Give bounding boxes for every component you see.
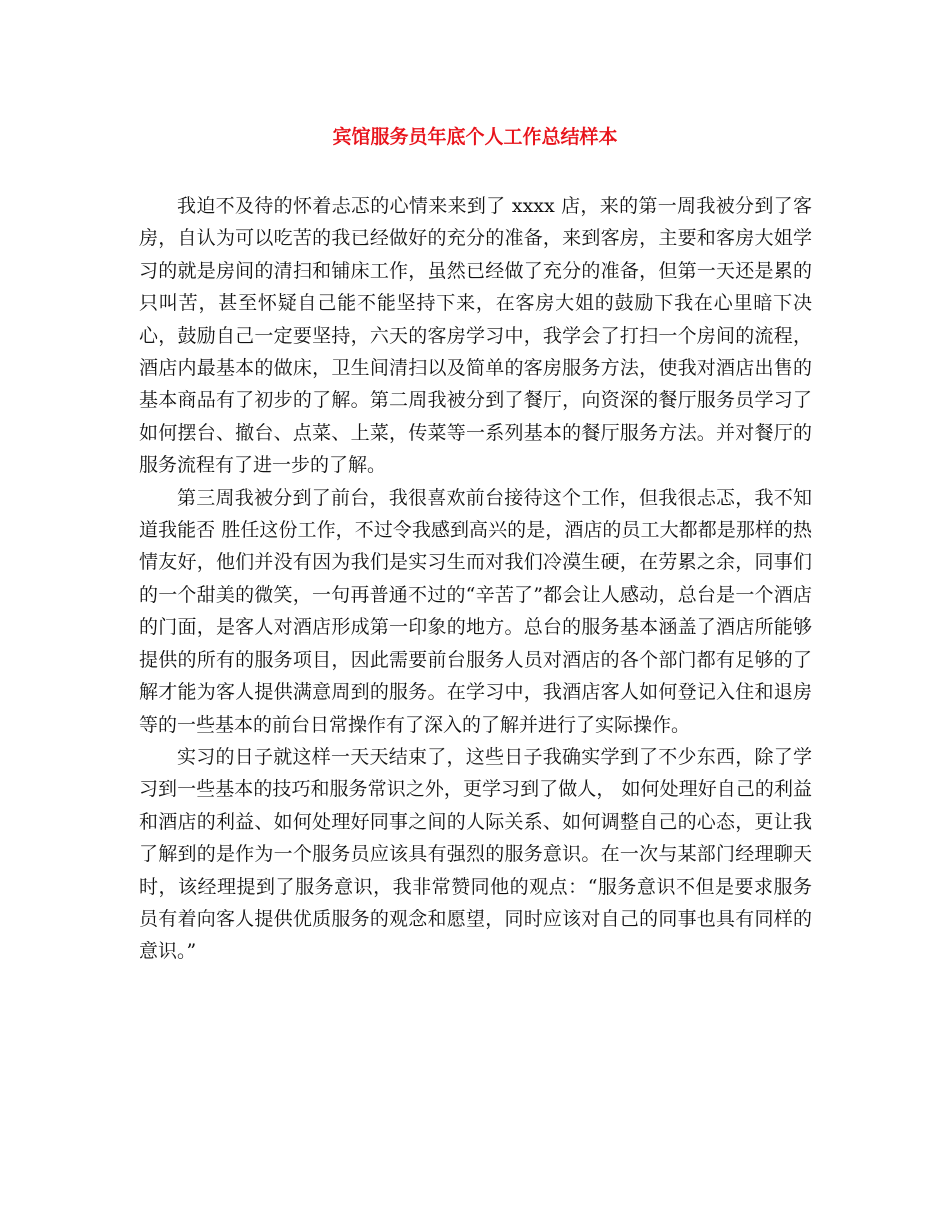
document-title: 宾馆服务员年底个人工作总结样本 xyxy=(332,126,618,148)
paragraph-2: 第三周我被分到了前台，我很喜欢前台接待这个工作，但我很忐忑，我不知道我能否 胜任这份工作，不过令我感到高兴的是，酒店的员工大都都是那样的热情友好，他们并没有因为我们是实习生而对我们冷漠生硬，在劳累之余，同事们的一个甜美的微笑，一句再普通不过的“辛苦了”都会让人感动，总台是一个酒店的门面，是客人对酒店形成第一印象的地方。总台的服务基本涵盖了酒店所能够提供的所有的服务项目，因此需要前台服务人员对酒店的各个部门都有足够的了解才能为客人提供满意周到的服务。在学习中，我酒店客人如何登记入住和退房等的一些基本的前台日常操作有了深入的了解并进行了实际操作。 xyxy=(139,486,812,736)
document-body xyxy=(139,190,812,968)
paragraph-1: 我迫不及待的怀着忐忑的心情来来到了 xxxx 店，来的第一周我被分到了客房，自认为可以吃苦的我已经做好的充分的准备，来到客房，主要和客房大姐学习的就是房间的清扫和铺床工作，虽然已经做了充分的准备，但第一天还是累的只叫苦，甚至怀疑自己能不能坚持下来，在客房大姐的鼓励下我在心里暗下决心，鼓励自己一定要坚持，六天的客房学习中，我学会了打扫一个房间的流程，酒店内最基本的做床，卫生间清扫以及简单的客房服务方法，使我对酒店出售的基本商品有了初步的了解。第二周我被分到了餐厅，向资深的餐厅服务员学习了如何摆台、撤台、点菜、上菜，传菜等一系列基本的餐厅服务方法。并对餐厅的服务流程有了进一步的了解。 xyxy=(139,195,812,477)
paragraph-3: 实习的日子就这样一天天结束了，这些日子我确实学到了不少东西，除了学习到一些基本的技巧和服务常识之外，更学习到了做人， 如何处理好自己的利益和酒店的利益、如何处理好同事之间的人际关系、如何调整自己的心态，更让我了解到的是作为一个服务员应该具有强烈的服务意识。在一次与某部门经理聊天时，该经理提到了服务意识，我非常赞同他的观点：“服务意识不但是要求服务员有着向客人提供优质服务的观念和愿望，同时应该对自己的同事也具有同样的意识。” xyxy=(139,745,812,963)
